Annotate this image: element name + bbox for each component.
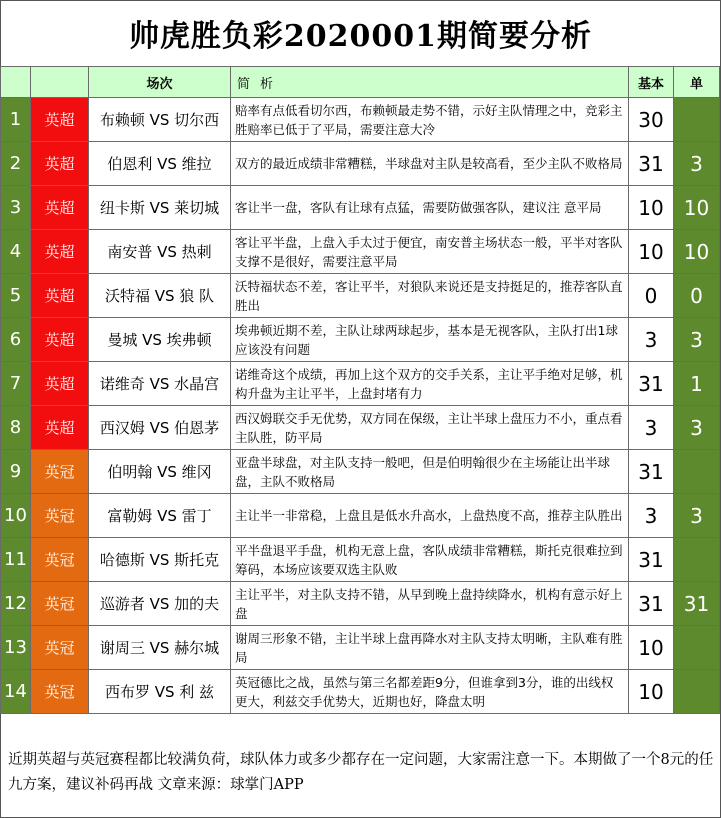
single-cell: [674, 538, 720, 582]
row-number: 10: [1, 494, 31, 538]
league-cell: 英冠: [31, 626, 89, 670]
note-cell: 埃弗顿近期不差，主队让球两球起步，基本是无视客队，主队打出1球应该没有问题: [231, 318, 629, 362]
table-row: [1, 406, 720, 450]
table-header-row: [1, 67, 720, 98]
base-cell: 10: [629, 670, 674, 714]
table-row: [1, 318, 720, 362]
match-cell: 谢周三 VS 赫尔城: [89, 626, 231, 670]
base-cell: 10: [629, 186, 674, 230]
base-cell: 31: [629, 538, 674, 582]
row-number: 12: [1, 582, 31, 626]
row-number: 14: [1, 670, 31, 714]
match-cell: 诺维奇 VS 水晶宫: [89, 362, 231, 406]
single-cell: [674, 98, 720, 142]
league-cell: 英冠: [31, 670, 89, 714]
table-row: [1, 582, 720, 626]
table-row: [1, 274, 720, 318]
base-cell: 31: [629, 582, 674, 626]
table-row: [1, 494, 720, 538]
league-cell: 英冠: [31, 582, 89, 626]
league-cell: 英超: [31, 318, 89, 362]
single-cell: 10: [674, 186, 720, 230]
single-cell: 3: [674, 318, 720, 362]
row-number: 8: [1, 406, 31, 450]
base-cell: 0: [629, 274, 674, 318]
match-cell: 富勒姆 VS 雷丁: [89, 494, 231, 538]
note-cell: 平半盘退平手盘，机构无意上盘，客队成绩非常糟糕，斯托克很难拉到筹码，本场应该要双选主队败: [231, 538, 629, 582]
row-number: 11: [1, 538, 31, 582]
header-base: 基本: [629, 67, 674, 98]
league-cell: 英超: [31, 406, 89, 450]
league-cell: 英冠: [31, 450, 89, 494]
base-cell: 30: [629, 98, 674, 142]
note-cell: 客让平半盘，上盘入手太过于便宜，南安普主场状态一般，平半对客队支撑不是很好，需要注意平局: [231, 230, 629, 274]
match-cell: 布赖顿 VS 切尔西: [89, 98, 231, 142]
table-row: [1, 538, 720, 582]
league-cell: 英超: [31, 362, 89, 406]
table-row: [1, 230, 720, 274]
league-cell: 英超: [31, 274, 89, 318]
match-cell: 伯明翰 VS 维冈: [89, 450, 231, 494]
table-row: [1, 186, 720, 230]
note-cell: 赔率有点低看切尔西，布赖顿最走势不错，示好主队情理之中，竞彩主胜赔率已低于了平局，需要注意大冷: [231, 98, 629, 142]
note-cell: 沃特福状态不差，客让平半，对狼队来说还是支持挺足的，推荐客队直胜出: [231, 274, 629, 318]
note-cell: 双方的最近成绩非常糟糕，半球盘对主队是较高看，至少主队不败格局: [231, 142, 629, 186]
table-row: [1, 450, 720, 494]
table-row: [1, 362, 720, 406]
match-cell: 南安普 VS 热刺: [89, 230, 231, 274]
page-title: 帅虎胜负彩2020001期简要分析: [128, 19, 593, 54]
base-cell: 3: [629, 406, 674, 450]
single-cell: 3: [674, 406, 720, 450]
league-cell: 英超: [31, 186, 89, 230]
base-cell: 3: [629, 494, 674, 538]
row-number: 4: [1, 230, 31, 274]
base-cell: 31: [629, 142, 674, 186]
table-row: [1, 670, 720, 714]
note-cell: 谢周三形象不错，主让半球上盘再降水对主队支持太明晰，主队难有胜局: [231, 626, 629, 670]
table-row: [1, 626, 720, 670]
note-cell: 主让平半，对主队支持不错，从早到晚上盘持续降水，机构有意示好上盘: [231, 582, 629, 626]
single-cell: [674, 450, 720, 494]
match-cell: 伯恩利 VS 维拉: [89, 142, 231, 186]
table-row: [1, 98, 720, 142]
match-cell: 纽卡斯 VS 莱切城: [89, 186, 231, 230]
row-number: 5: [1, 274, 31, 318]
header-num: [1, 67, 31, 98]
single-cell: [674, 670, 720, 714]
single-cell: 31: [674, 582, 720, 626]
league-cell: 英超: [31, 230, 89, 274]
table-row: [1, 142, 720, 186]
match-cell: 西布罗 VS 利 兹: [89, 670, 231, 714]
match-cell: 曼城 VS 埃弗顿: [89, 318, 231, 362]
note-cell: 诺维奇这个成绩，再加上这个双方的交手关系，主让平手绝对足够，机构升盘为主让平半，上盘封堵有力: [231, 362, 629, 406]
note-cell: 客让半一盘，客队有让球有点猛，需要防做强客队，建议注 意平局: [231, 186, 629, 230]
league-cell: 英冠: [31, 538, 89, 582]
single-cell: 1: [674, 362, 720, 406]
single-cell: 3: [674, 494, 720, 538]
single-cell: 3: [674, 142, 720, 186]
row-number: 13: [1, 626, 31, 670]
header-match: 场次: [89, 67, 231, 98]
single-cell: [674, 626, 720, 670]
base-cell: 3: [629, 318, 674, 362]
row-number: 1: [1, 98, 31, 142]
league-cell: 英冠: [31, 494, 89, 538]
row-number: 9: [1, 450, 31, 494]
base-cell: 31: [629, 450, 674, 494]
analysis-table: [0, 66, 720, 714]
row-number: 7: [1, 362, 31, 406]
footer-note: 近期英超与英冠赛程都比较满负荷，球队体力或多少都存在一定问题，大家需注意一下。本期做了一个8元的任九方案，建议补码再战 文章来源：球掌门APP: [8, 752, 714, 793]
base-cell: 10: [629, 230, 674, 274]
match-cell: 沃特福 VS 狼 队: [89, 274, 231, 318]
header-single: 单: [674, 67, 720, 98]
header-league: [31, 67, 89, 98]
note-cell: 英冠德比之战，虽然与第三名都差距9分，但谁拿到3分，谁的出线权更大，利兹交手优势大，近期也好，降盘太明: [231, 670, 629, 714]
note-cell: 西汉姆联交手无优势，双方同在保级，主让半球上盘压力不小，重点看主队胜，防平局: [231, 406, 629, 450]
note-cell: 亚盘半球盘，对主队支持一般吧，但是伯明翰很少在主场能让出半球盘，主队不败格局: [231, 450, 629, 494]
league-cell: 英超: [31, 142, 89, 186]
single-cell: 10: [674, 230, 720, 274]
row-number: 6: [1, 318, 31, 362]
base-cell: 10: [629, 626, 674, 670]
base-cell: 31: [629, 362, 674, 406]
league-cell: 英超: [31, 98, 89, 142]
match-cell: 西汉姆 VS 伯恩茅: [89, 406, 231, 450]
note-cell: 主让半一非常稳，上盘且是低水升高水，上盘热度不高，推荐主队胜出: [231, 494, 629, 538]
header-note: 简析: [231, 67, 629, 98]
match-cell: 巡游者 VS 加的夫: [89, 582, 231, 626]
match-cell: 哈德斯 VS 斯托克: [89, 538, 231, 582]
single-cell: 0: [674, 274, 720, 318]
row-number: 2: [1, 142, 31, 186]
row-number: 3: [1, 186, 31, 230]
